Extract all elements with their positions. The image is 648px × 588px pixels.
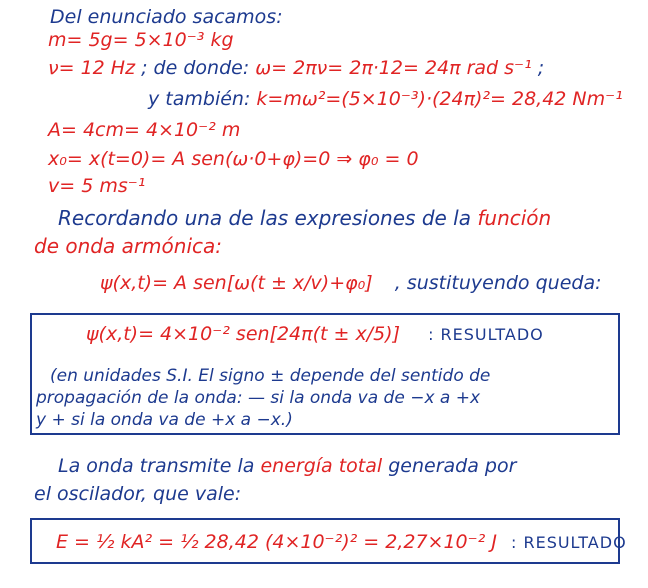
intro-line: Del enunciado sacamos: <box>50 6 283 28</box>
general-wave-formula: ψ(x,t)= A sen[ω(t ± x/v)+φ₀] <box>100 272 373 294</box>
semicolon: ; <box>537 57 545 79</box>
frequency-line <box>48 57 544 79</box>
velocity-line: v= 5 ms⁻¹ <box>48 175 146 197</box>
result-box-wave <box>30 313 620 435</box>
frequency-value: ν= 12 Hz <box>48 57 136 79</box>
substituting-text: , sustituyendo queda: <box>394 272 602 294</box>
wave-function-formula: ψ(x,t)= 4×10⁻² sen[24π(t ± x/5)] <box>86 323 401 345</box>
function-word: función <box>477 206 552 230</box>
also-text: y también: <box>148 88 251 110</box>
result-box-energy <box>30 518 627 564</box>
spring-constant: k=mω²=(5×10⁻³)·(24π)²= 28,42 Nm⁻¹ <box>256 88 623 110</box>
generated-by-text: generada por <box>388 455 517 477</box>
energy-result-line <box>56 531 627 554</box>
recalling-line <box>58 207 551 229</box>
oscillator-line: el oscilador, que vale: <box>34 483 242 505</box>
result-label: : RESULTADO <box>428 325 544 344</box>
energy-result-label: : RESULTADO <box>510 533 627 552</box>
energy-intro-line <box>58 455 516 477</box>
general-wave-line <box>100 272 602 294</box>
amplitude-line: A= 4cm= 4×10⁻² m <box>48 119 241 141</box>
initial-phase-line: x₀= x(t=0)= A sen(ω·0+φ)=0 ⇒ φ₀ = 0 <box>48 148 419 170</box>
units-note-line-3: y + si la onda va de +x a −x.) <box>36 410 293 430</box>
energy-formula: E = ½ kA² = ½ 28,42 (4×10⁻²)² = 2,27×10⁻² J <box>56 531 497 553</box>
wave-result-line <box>86 323 544 346</box>
from-where-text: ; de donde: <box>141 57 250 79</box>
units-note-line-1: (en unidades S.I. El signo ± depende del sentido de <box>50 366 491 386</box>
total-energy-word: energía total <box>260 455 383 477</box>
mass-line: m= 5g= 5×10⁻³ kg <box>48 29 234 51</box>
harmonic-wave-heading: de onda armónica: <box>34 234 222 258</box>
spring-constant-line <box>148 88 623 110</box>
energy-intro-text: La onda transmite la <box>58 455 255 477</box>
recalling-text: Recordando una de las expresiones de la <box>58 206 471 230</box>
units-note-line-2: propagación de la onda: — si la onda va de −x a +x <box>36 388 481 408</box>
angular-frequency: ω= 2πν= 2π·12= 24π rad s⁻¹ <box>255 57 532 79</box>
